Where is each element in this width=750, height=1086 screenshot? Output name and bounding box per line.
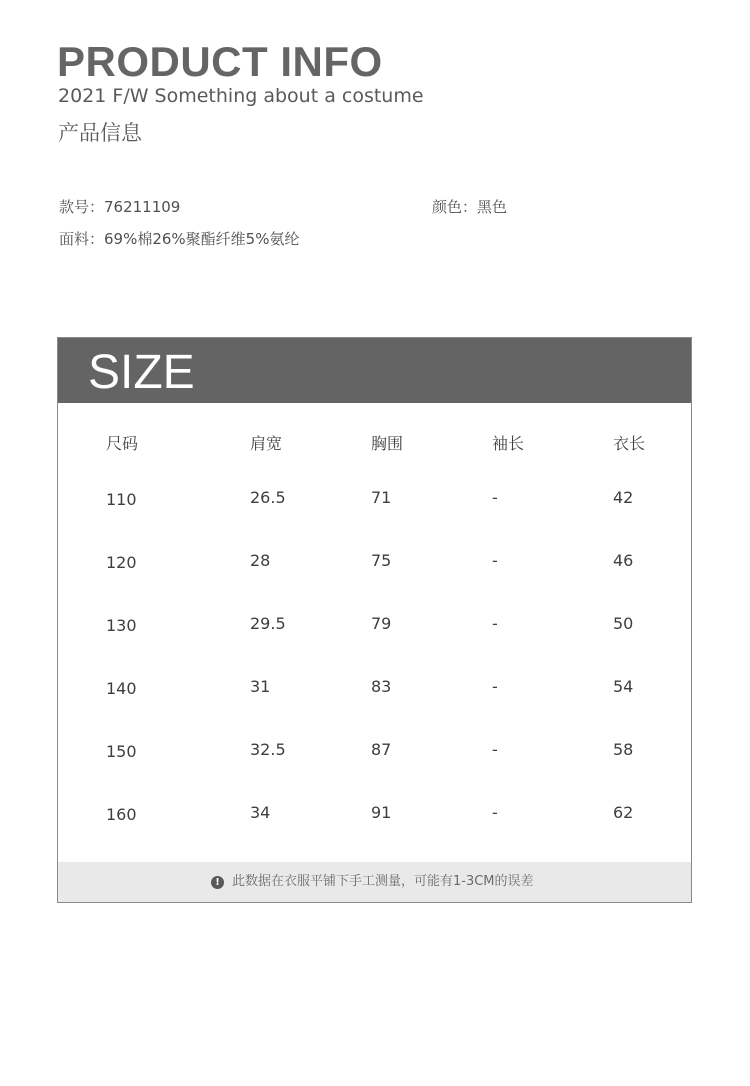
column-header-chest: 胸围 (371, 434, 404, 453)
size-chart-card (57, 337, 692, 903)
cell-length: 62 (613, 803, 634, 822)
column-header-size: 尺码 (106, 434, 139, 453)
cell-sleeve: - (492, 614, 498, 633)
cell-shoulder: 31 (250, 677, 271, 696)
chinese-title: 产品信息 (58, 121, 142, 145)
cell-length: 58 (613, 740, 634, 759)
cell-size: 120 (106, 553, 137, 572)
size-chart-title: SIZE (88, 346, 195, 399)
cell-size: 130 (106, 616, 137, 635)
cell-shoulder: 28 (250, 551, 271, 570)
cell-shoulder: 26.5 (250, 488, 286, 507)
size-chart-header (58, 338, 691, 403)
cell-chest: 71 (371, 488, 392, 507)
cell-chest: 75 (371, 551, 392, 570)
cell-size: 160 (106, 805, 137, 824)
exclamation-icon: ! (211, 876, 224, 889)
cell-chest: 91 (371, 803, 392, 822)
measurement-note-text: 此数据在衣服平铺下手工测量，可能有1-3CM的误差 (232, 874, 534, 889)
cell-shoulder: 29.5 (250, 614, 286, 633)
cell-size: 110 (106, 490, 137, 509)
style-number: 款号：76211109 (59, 198, 181, 216)
cell-sleeve: - (492, 551, 498, 570)
cell-length: 42 (613, 488, 634, 507)
cell-length: 54 (613, 677, 634, 696)
cell-size: 140 (106, 679, 137, 698)
column-header-sleeve: 袖长 (492, 434, 525, 453)
cell-sleeve: - (492, 488, 498, 507)
cell-sleeve: - (492, 803, 498, 822)
column-header-shoulder: 肩宽 (250, 434, 283, 453)
cell-sleeve: - (492, 740, 498, 759)
cell-chest: 87 (371, 740, 392, 759)
cell-shoulder: 32.5 (250, 740, 286, 759)
fabric-spec: 面料：69%棉26%聚酯纤维5%氨纶 (59, 230, 300, 248)
page-title: PRODUCT INFO (57, 38, 383, 85)
page-subtitle: 2021 F/W Something about a costume (58, 85, 424, 107)
color-spec: 颜色：黑色 (432, 198, 508, 216)
cell-shoulder: 34 (250, 803, 271, 822)
cell-sleeve: - (492, 677, 498, 696)
cell-chest: 79 (371, 614, 392, 633)
measurement-note (211, 873, 534, 891)
cell-length: 46 (613, 551, 634, 570)
cell-length: 50 (613, 614, 634, 633)
cell-chest: 83 (371, 677, 392, 696)
cell-size: 150 (106, 742, 137, 761)
column-header-length: 衣长 (613, 434, 646, 453)
measurement-note-bar (58, 862, 691, 902)
